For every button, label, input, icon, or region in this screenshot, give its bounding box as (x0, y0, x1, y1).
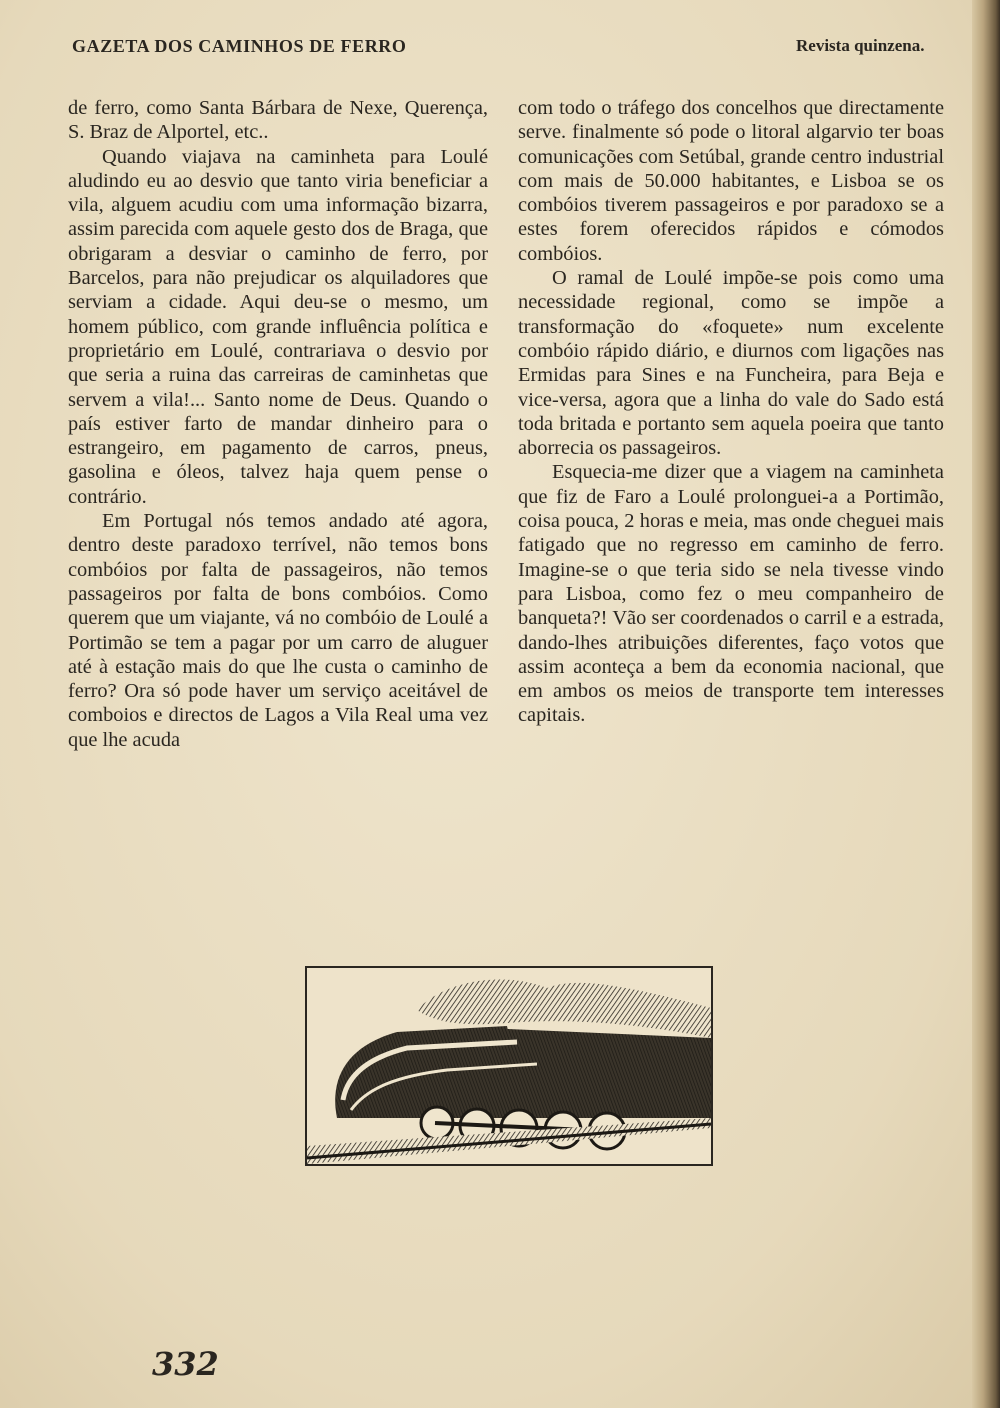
paragraph: com todo o tráfego dos concelhos que directamente serve. finalmente só pode o litoral algarvio ter boas comunicações com Setúbal, grande centro industrial com mais de 50.000 habitantes, e Lisboa se os combóios tiverem passageiros e por paradoxo se a estes forem oferecidos rápidos e cómodos combóios. (518, 97, 944, 265)
publication-subtitle: Revista quinzena. (796, 36, 925, 55)
steam-locomotive-icon (307, 968, 711, 1164)
paragraph: Em Portugal nós temos andado até agora, dentro deste paradoxo terrível, não temos bons combóios por falta de passageiros, não temos passageiros por falta de bons combóios. Como querem que um viajante, vá no combóio de Loulé a Portimão se tem a pagar por um carro de aluguer até à estação mais do que lhe custa o caminho de ferro? Ora só pode haver um serviço aceitável de comboios e directos de Lagos a Vila Real uma vez que lhe acuda (68, 510, 488, 751)
paragraph: Esquecia-me dizer que a viagem na caminheta que fiz de Faro a Loulé prolonguei-a a Portimão, coisa pouca, 2 horas e meia, mas onde cheguei mais fatigado que no regresso em caminho de ferro. Imagine-se o que teria sido se nela tivesse vindo para Lisboa, como fez o meu companheiro de banqueta?! Vão ser coordenados o carril e a estrada, dando-lhes atribuições diferentes, faço votos que assim aconteça a bem da economia nacional, que em ambos os meios de transporte tem interesses capitais. (518, 461, 944, 727)
book-spine (972, 0, 1000, 1408)
publication-title: GAZETA DOS CAMINHOS DE FERRO (72, 36, 407, 56)
left-column (68, 96, 488, 752)
locomotive-illustration (305, 966, 713, 1166)
right-column (518, 96, 944, 728)
page-number: 332 (152, 1345, 219, 1383)
paragraph: O ramal de Loulé impõe-se pois como uma necessidade regional, como se impõe a transformação do «foquete» num excelente combóio rápido diário, e diurnos com ligações nas Ermidas para Sines e na Funcheira, para Beja e vice-versa, agora que a linha do vale do Sado está toda britada e portanto sem aquela poeira que tanto aborrecia os passageiros. (518, 267, 944, 460)
paragraph: de ferro, como Santa Bárbara de Nexe, Querença, S. Braz de Alportel, etc.. (68, 97, 488, 144)
paragraph: Quando viajava na caminheta para Loulé aludindo eu ao desvio que tanto viria beneficiar a vila, alguem acudiu com uma informação bizarra, assim parecida com aquele gesto dos de Braga, que obrigaram a desviar o caminho de ferro, por Barcelos, para não prejudicar os alquiladores que serviam a cidade. Aqui deu-se o mesmo, um homem público, com grande influência política e proprietário em Loulé, contrariava o desvio por que seria a ruina das carreiras de caminhetas que servem a vila!... Santo nome de Deus. Quando o país estiver farto de mandar dinheiro para o estrangeiro, em pagamento de carros, pneus, gasolina e óleos, talvez haja quem pense o contrário. (68, 145, 488, 508)
